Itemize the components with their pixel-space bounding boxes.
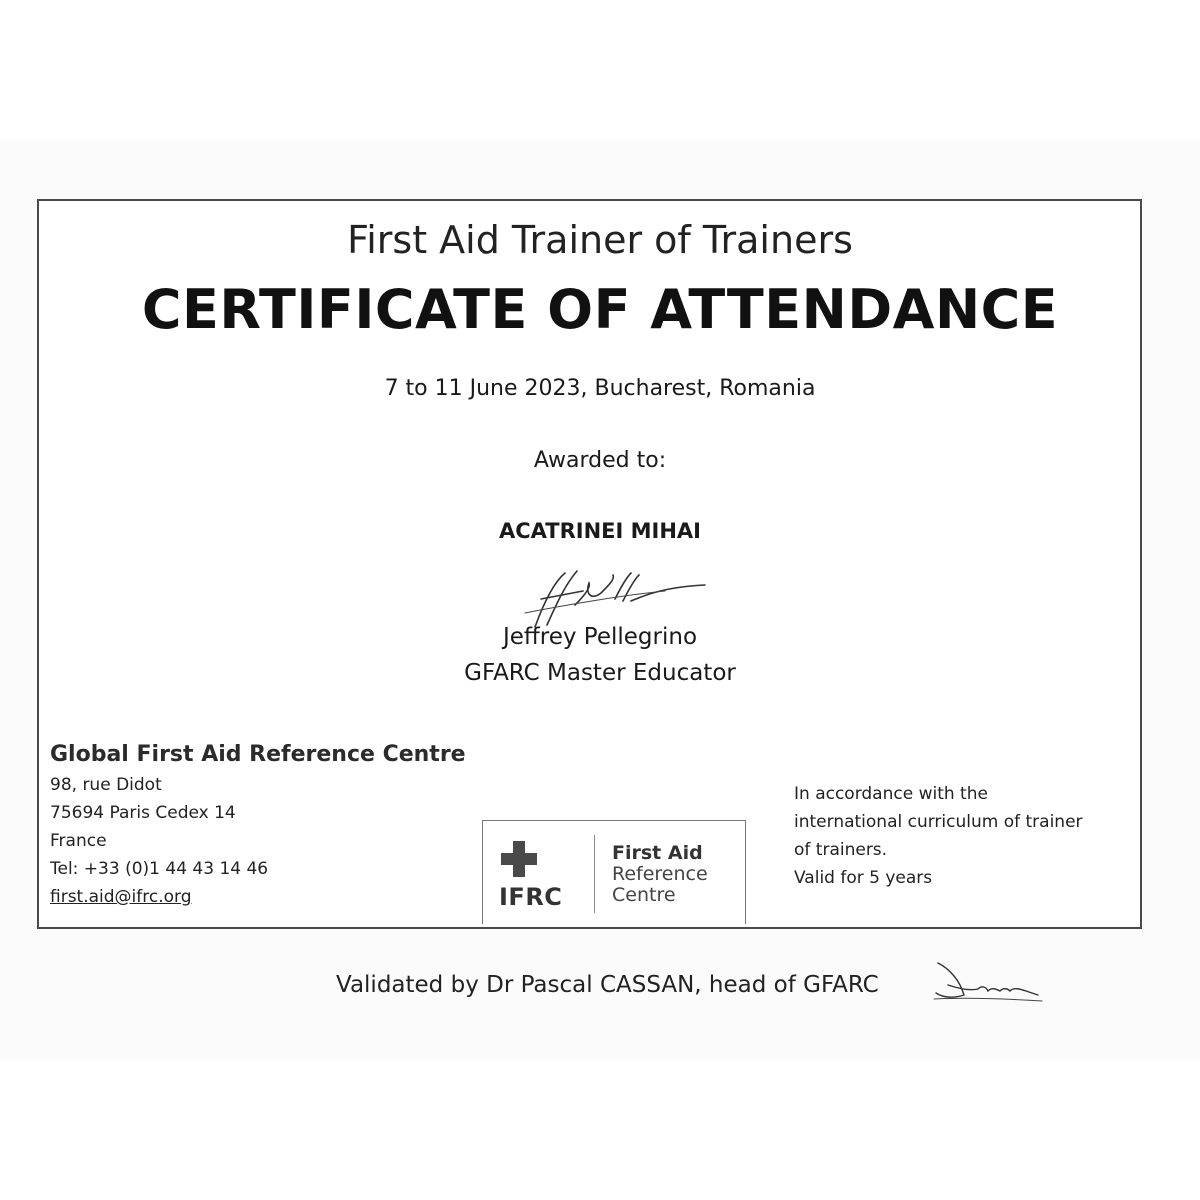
awarded-label: Awarded to: bbox=[533, 448, 667, 473]
address-country: France bbox=[50, 831, 107, 851]
signer-role: GFARC Master Educator bbox=[464, 660, 736, 686]
logo-divider bbox=[594, 835, 595, 913]
logo-line-2: Reference bbox=[612, 863, 708, 885]
accordance-line-3: of trainers. bbox=[794, 840, 888, 860]
signature-cassan bbox=[930, 955, 1045, 1010]
recipient-name: ACATRINEI MIHAI bbox=[499, 519, 701, 543]
certificate-title: First Aid Trainer of Trainers bbox=[347, 218, 853, 262]
telephone: Tel: +33 (0)1 44 43 14 46 bbox=[50, 859, 269, 879]
validity: Valid for 5 years bbox=[794, 868, 933, 888]
dates-location: 7 to 11 June 2023, Bucharest, Romania bbox=[384, 376, 816, 401]
ifrc-logo bbox=[482, 820, 746, 924]
organization-name: Global First Aid Reference Centre bbox=[50, 742, 466, 767]
address-line-1: 98, rue Didot bbox=[50, 775, 162, 795]
organization-block bbox=[50, 742, 466, 911]
email-link[interactable]: first.aid@ifrc.org bbox=[50, 887, 192, 907]
logo-line-3: Centre bbox=[612, 884, 676, 906]
accordance-line-2: international curriculum of trainer bbox=[794, 812, 1083, 832]
validation-statement: Validated by Dr Pascal CASSAN, head of GFARC bbox=[336, 972, 879, 998]
address-line-2: 75694 Paris Cedex 14 bbox=[50, 803, 236, 823]
accordance-line-1: In accordance with the bbox=[794, 784, 988, 804]
accordance-note bbox=[794, 780, 1083, 892]
logo-abbreviation: IFRC bbox=[499, 883, 563, 911]
certificate-heading: CERTIFICATE OF ATTENDANCE bbox=[141, 278, 1059, 341]
signer-name: Jeffrey Pellegrino bbox=[502, 624, 698, 650]
red-cross-crescent-icon bbox=[499, 837, 579, 881]
logo-line-1: First Aid bbox=[612, 842, 703, 864]
